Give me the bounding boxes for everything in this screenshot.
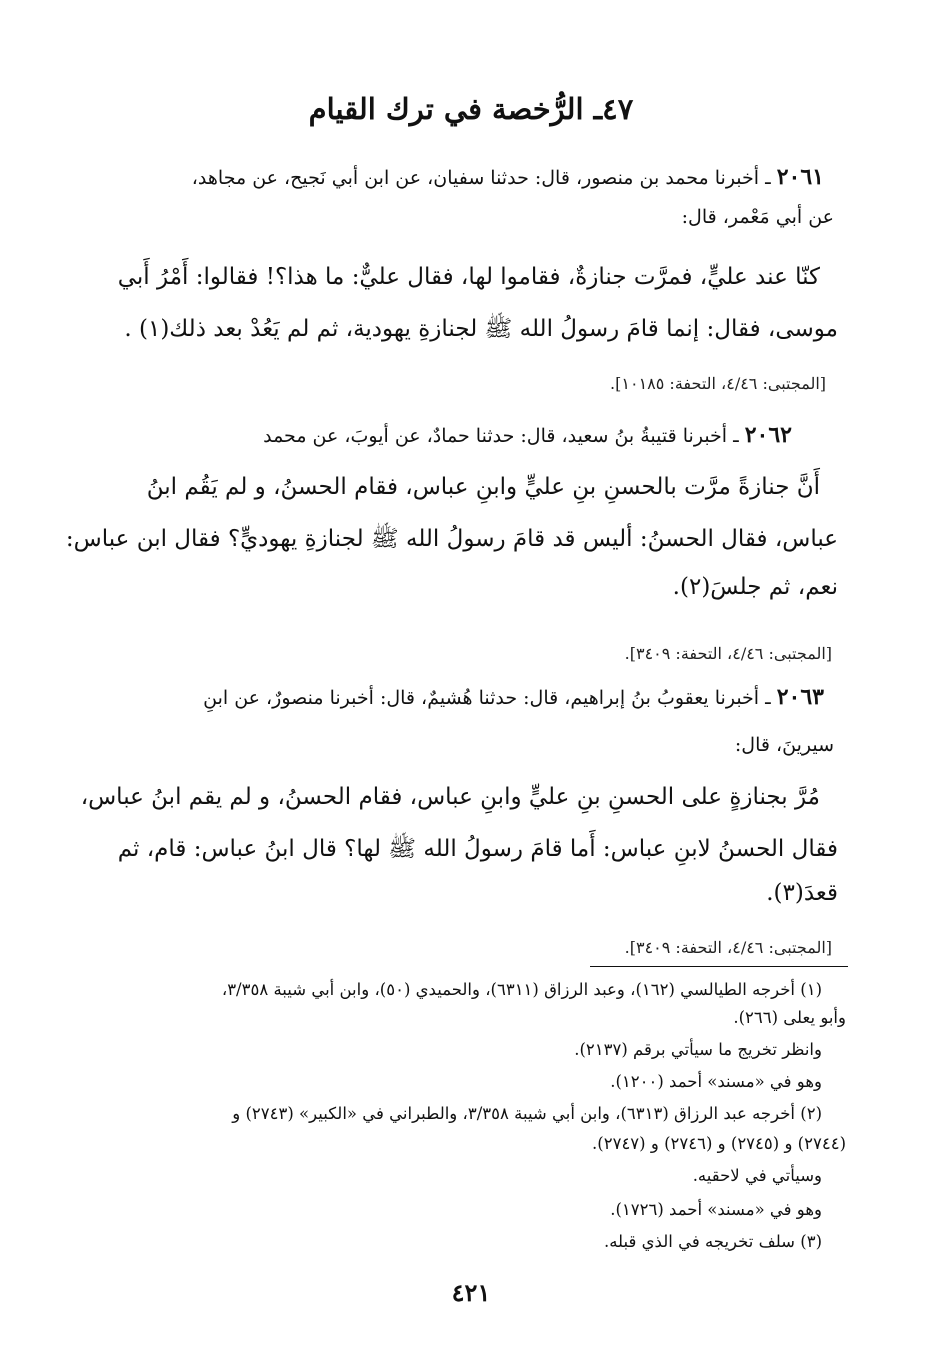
footnote-3-line-1: (٣) سلف تخريجه في الذي قبله. bbox=[603, 1232, 822, 1251]
hadith-2062-reference: [المجتبى: ٤/٤٦، التحفة: ٣٤٠٩]. bbox=[624, 644, 832, 663]
hadith-2062-matn-line-2: عباس، فقال الحسنُ: أليس قد قامَ رسولُ الله ﷺ لجنازةِ يهوديٍّ؟ فقال ابن عباس: bbox=[65, 526, 838, 552]
footnote-separator bbox=[590, 966, 848, 967]
hadith-2061-reference: [المجتبى: ٤/٤٦، التحفة: ١٠١٨٥]. bbox=[610, 374, 826, 393]
footnote-1-line-3: وانظر تخريج ما سيأتي برقم (٢١٣٧). bbox=[574, 1040, 822, 1059]
footnote-2-line-4: وهو في «مسند» أحمد (١٧٢٦). bbox=[610, 1200, 822, 1219]
hadith-2062-matn-line-1: أَنَّ جنازةً مرَّت بالحسنِ بنِ عليٍّ وابنِ عباس، فقام الحسنُ، و لم يَقُم ابنُ bbox=[146, 474, 820, 500]
hadith-2061-isnad-text: ـ أخبرنا محمد بن منصور، قال: حدثنا سفيان، عن ابن أبي نَجيح، عن مجاهد، bbox=[191, 167, 771, 189]
hadith-2063-isnad-text: ـ أخبرنا يعقوبُ بنُ إبراهيم، قال: حدثنا هُشيمٌ، قال: أخبرنا منصورٌ، عن ابنِ bbox=[203, 687, 771, 709]
hadith-2063-matn-line-2: فقال الحسنُ لابنِ عباس: أَما قامَ رسولُ الله ﷺ لها؟ قال ابنُ عباس: قام، ثم bbox=[117, 836, 838, 862]
footnote-1-line-2: وأبو يعلى (٢٦٦). bbox=[733, 1008, 846, 1027]
chapter-title: ٤٧ـ الرُّخصة في ترك القيام bbox=[308, 92, 634, 126]
hadith-2061-isnad-line-1 bbox=[192, 164, 824, 190]
page-number: ٤٢١ bbox=[451, 1278, 491, 1307]
hadith-2063-isnad-line-2: سيرينَ، قال: bbox=[734, 734, 834, 756]
hadith-2063-number: ٢٠٦٣ bbox=[776, 684, 824, 710]
hadith-2061-isnad-line-2: عن أبي مَعْمر، قال: bbox=[681, 206, 834, 228]
hadith-2063-isnad-line-1 bbox=[203, 684, 824, 710]
footnote-1-line-4: وهو في «مسند» أحمد (١٢٠٠). bbox=[610, 1072, 822, 1091]
footnote-2-line-1: (٢) أخرجه عبد الرزاق (٦٣١٣)، وابن أبي شيبة ٣/٣٥٨، والطبراني في «الكبير» (٢٧٤٣) و bbox=[232, 1104, 822, 1123]
hadith-2062-number: ٢٠٦٢ bbox=[744, 422, 792, 448]
hadith-2063-matn-line-1: مُرَّ بجنازةٍ على الحسنِ بنِ عليٍّ وابنِ عباس، فقام الحسنُ، و لم يقم ابنُ عباس، bbox=[80, 784, 820, 810]
hadith-2062-matn-line-3: نعم، ثم جلسَ(٢). bbox=[672, 574, 838, 600]
hadith-2063-matn-line-3: قعدَ(٣). bbox=[766, 880, 838, 906]
footnote-2-line-3: وسيأتي في لاحقيه. bbox=[692, 1166, 822, 1185]
hadith-2062-isnad-line-1 bbox=[263, 422, 792, 448]
footnote-1-line-1: (١) أخرجه الطيالسي (١٦٢)، وعبد الرزاق (٦٣١١)، والحميدي (٥٠)، وابن أبي شيبة ٣/٣٥٨، bbox=[221, 980, 822, 999]
hadith-2061-matn-line-1: كنّا عند عليٍّ، فمرَّت جنازةٌ، فقاموا لها، فقال عليٌّ: ما هذا؟! فقالوا: أَمْرُ أَبي bbox=[117, 264, 820, 290]
footnote-2-line-2: (٢٧٤٤) و (٢٧٤٥) و (٢٧٤٦) و (٢٧٤٧). bbox=[592, 1134, 846, 1153]
hadith-2061-number: ٢٠٦١ bbox=[776, 164, 824, 190]
hadith-2061-matn-line-2: موسى، فقال: إنما قامَ رسولُ الله ﷺ لجنازةِ يهودية، ثم لم يَعُدْ بعد ذلك(١) . bbox=[124, 316, 838, 342]
hadith-2062-isnad-text: ـ أخبرنا قتيبةُ بنُ سعيد، قال: حدثنا حمادٌ، عن أيوبَ، عن محمد bbox=[263, 425, 739, 447]
hadith-2063-reference: [المجتبى: ٤/٤٦، التحفة: ٣٤٠٩]. bbox=[624, 938, 832, 957]
